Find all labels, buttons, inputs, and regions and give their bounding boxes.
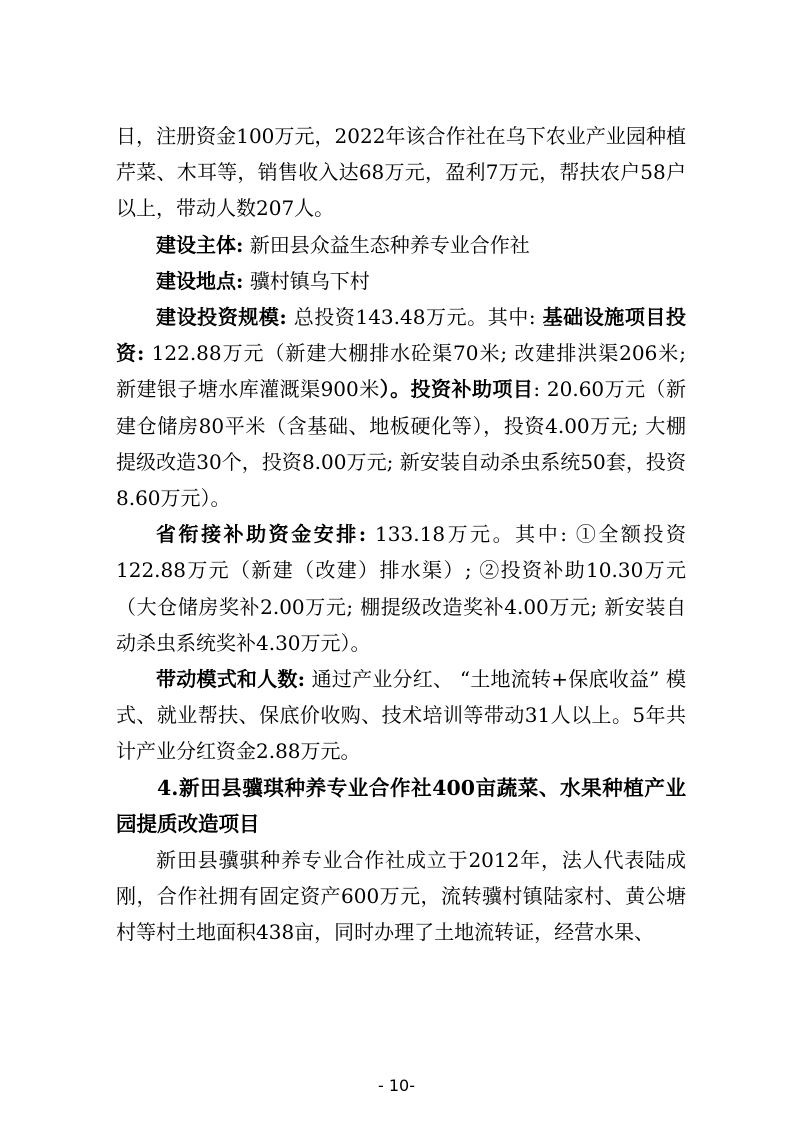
document-body bbox=[116, 118, 686, 951]
page-number: - 10- bbox=[378, 1076, 415, 1095]
subsidy-project-text: : 20.60万元（新建仓储房80平米（含基础、地板硬化等），投资4.00万元; 大棚提级改造30个，投资8.00万元; 新安装自动杀虫系统50套，投资8.60万元）。 bbox=[116, 377, 686, 511]
paragraph-section-4-intro: 新田县骥骐种养专业合作社成立于2012年，法人代表陆成刚，合作社拥有固定资产600万元，流转骥村镇陆家村、黄公塘村等村土地面积438亩，同时办理了土地流转证，经营水果、 bbox=[116, 848, 686, 945]
construction-site-value: 骥村镇乌下村 bbox=[243, 268, 370, 293]
subsidy-project-label: 投资补助项目 bbox=[410, 377, 534, 402]
construction-site-label: 建设地点: bbox=[156, 268, 244, 293]
paragraph-construction-entity bbox=[116, 227, 686, 263]
infrastructure-label: 基础设施项目投资: bbox=[116, 305, 686, 366]
provincial-funds-text: 133.18万元。其中: ①全额投资122.88万元（新建（改建）排水渠）; ②投资补助10.30万元（大仓储房奖补2.00万元; 棚提级改造奖补4.00万元; 新安装自动杀虫系统奖补4.30万元）。 bbox=[116, 522, 686, 655]
paragraph-cooperative-intro: 日，注册资金100万元，2022年该合作社在乌下农业产业园种植芹菜、木耳等，销售收入达68万元，盈利7万元，帮扶农户58户以上，带动人数207人。 bbox=[116, 124, 686, 221]
investment-scale-label: 建设投资规模: bbox=[156, 305, 287, 330]
infrastructure-close-paren: ）。 bbox=[379, 377, 411, 402]
paragraph-driving-mode bbox=[116, 661, 686, 770]
paragraph-provincial-funds bbox=[116, 516, 686, 661]
infrastructure-text: 122.88万元（新建大棚排水砼渠70米; 改建排洪渠206米; 新建银子塘水库灌溉渠900米 bbox=[116, 341, 687, 402]
construction-entity-label: 建设主体: bbox=[156, 232, 244, 257]
investment-total-text: 总投资143.48万元。其中: bbox=[286, 305, 543, 330]
paragraph-construction-site bbox=[116, 263, 686, 299]
provincial-funds-label: 省衔接补助资金安排: bbox=[156, 522, 367, 547]
construction-entity-value: 新田县众益生态种养专业合作社 bbox=[243, 232, 530, 257]
driving-mode-label: 带动模式和人数: bbox=[156, 667, 306, 692]
paragraph-investment-scale bbox=[116, 299, 686, 516]
section-4-heading: 4.新田县骥琪种养专业合作社400亩蔬菜、水果种植产业园提质改造项目 bbox=[116, 775, 686, 836]
driving-mode-text: 通过产业分红、 “土地流转+保底收益” 模式、就业帮扶、保底价收购、技术培训等带动31人以上。5年共计产业分红资金2.88万元。 bbox=[116, 667, 686, 764]
